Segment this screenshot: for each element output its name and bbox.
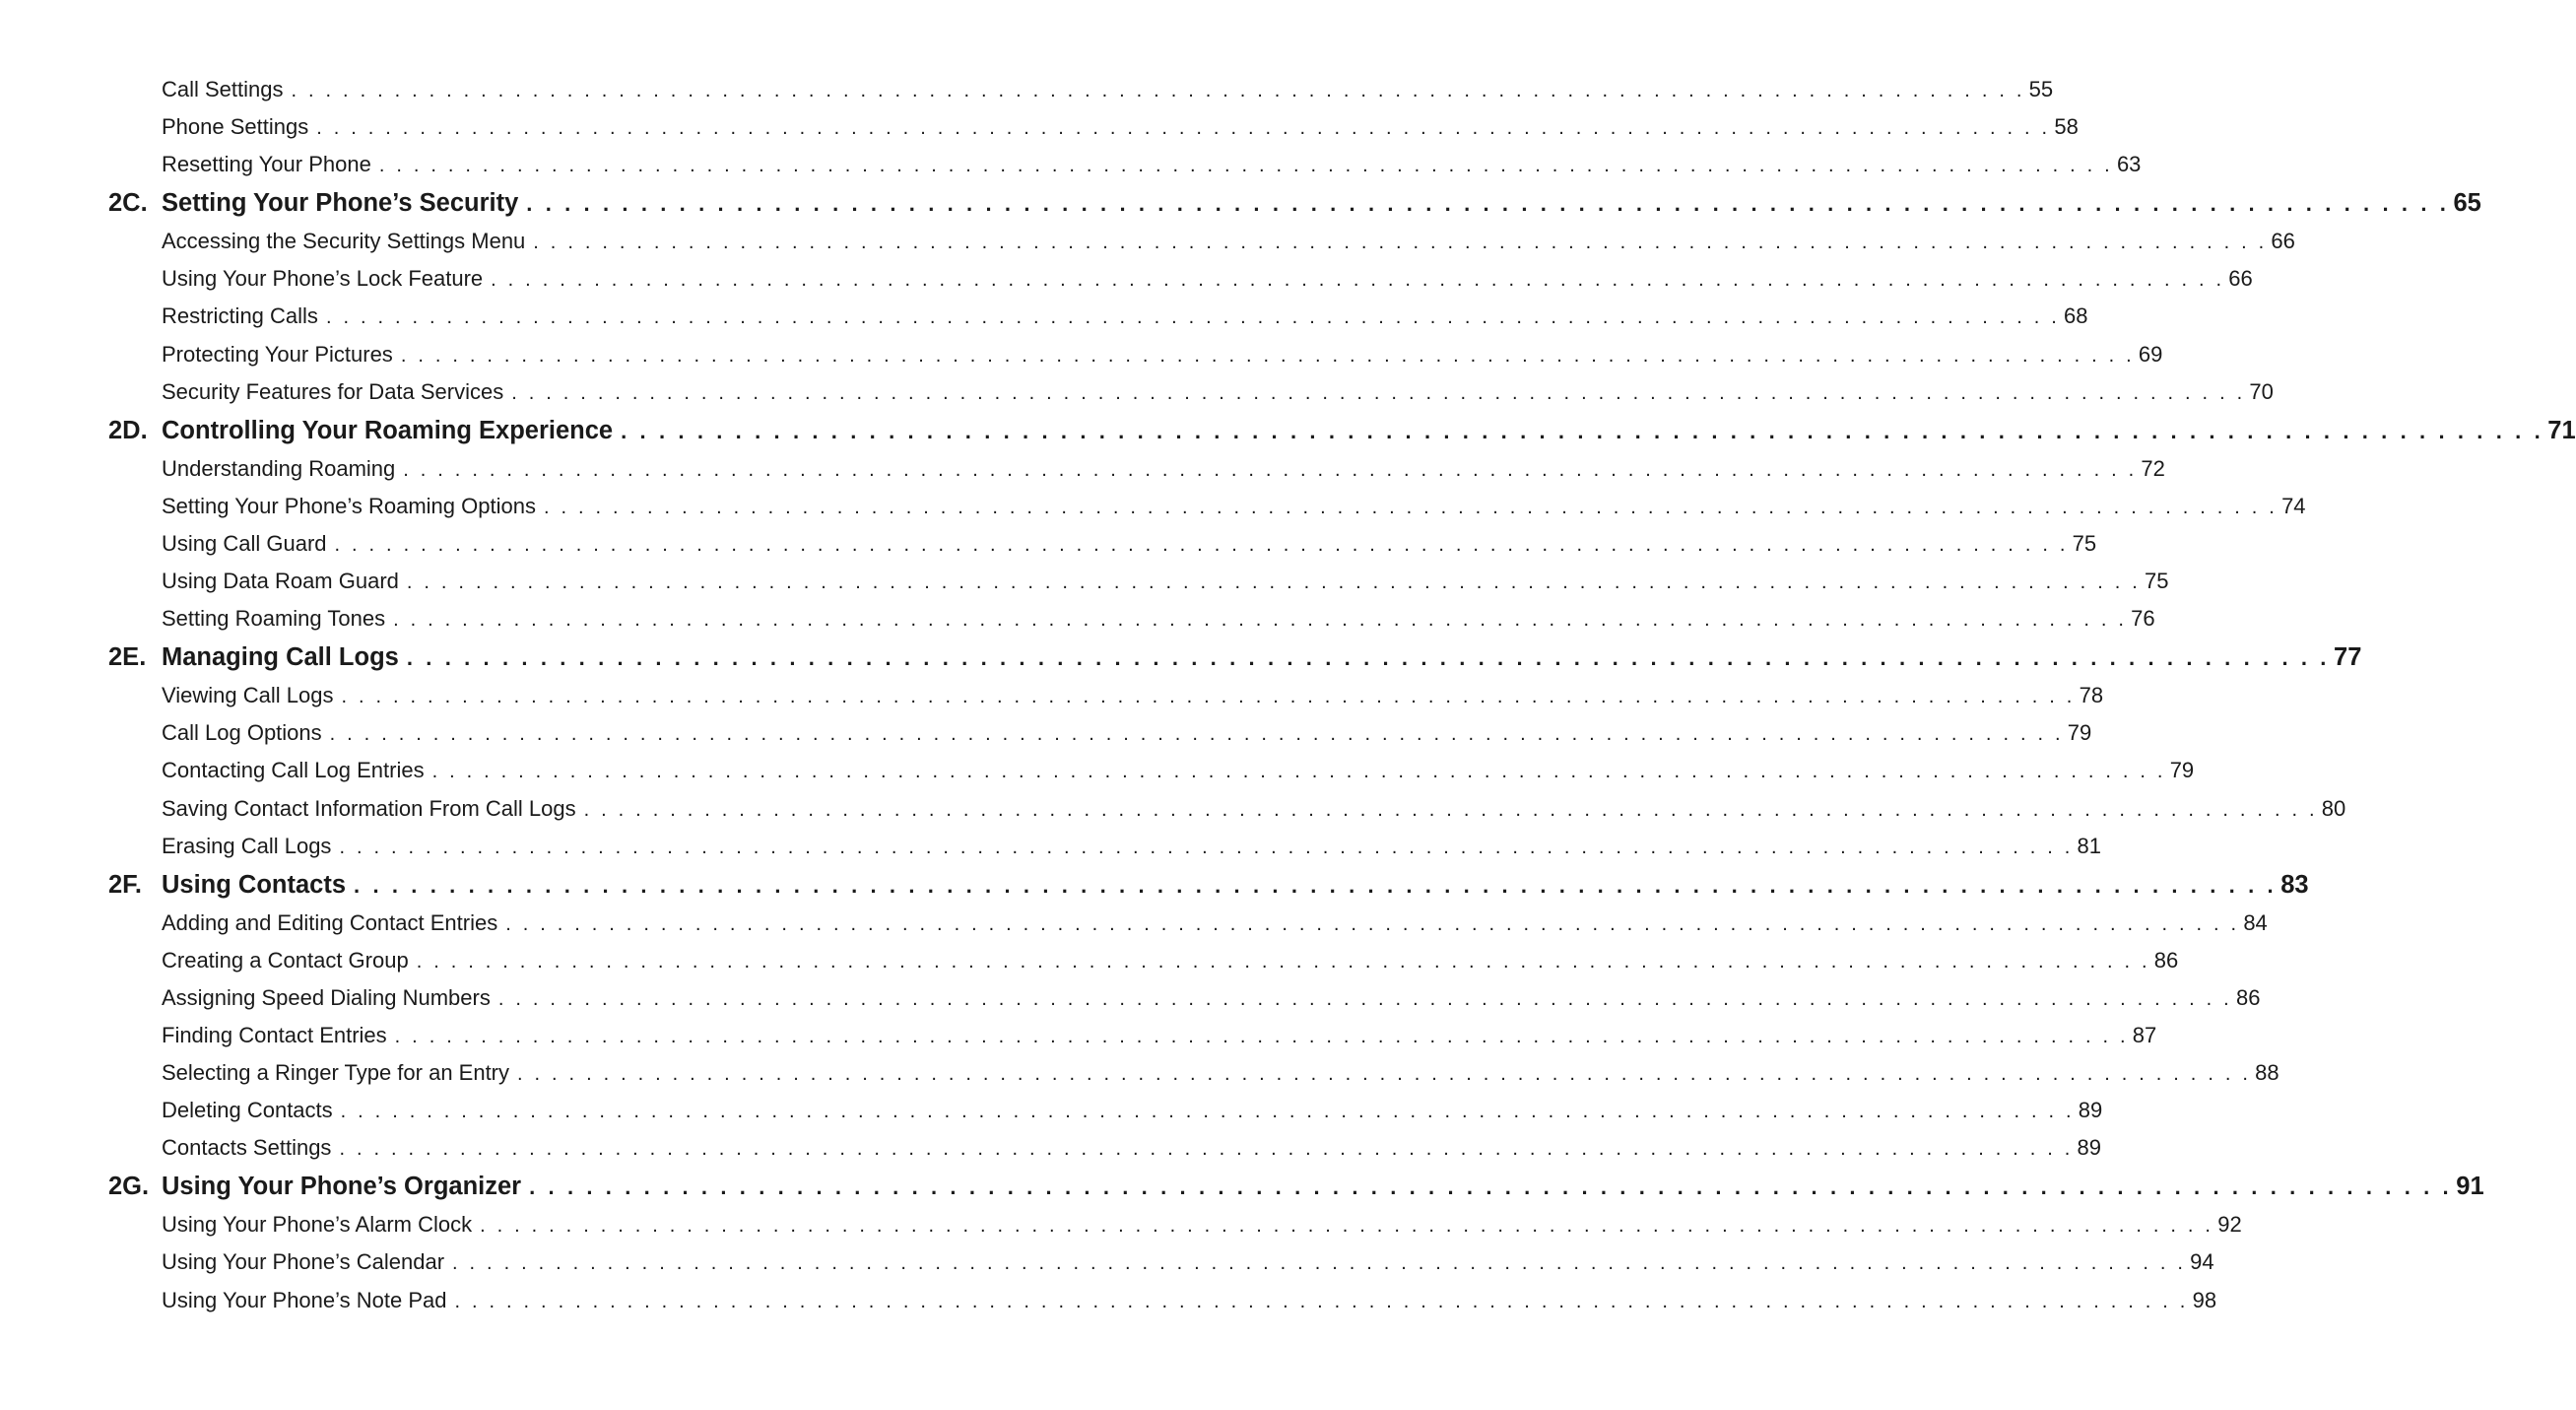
dot-leader: . . . . . . . . . . . . . . . . . . . . . . . . . . . . . . . . . . . . . . . . . . . . . . . . . . . . . . . . . . . . . . . . . . . . . . . . . . . . . . . . . . . . . . . . . . . . . . . . . . . . . xyxy=(529,1175,2453,1200)
entry-title: Resetting Your Phone xyxy=(162,152,371,177)
entry-title: Creating a Contact Group xyxy=(162,947,409,973)
toc-entry[interactable] xyxy=(162,947,2179,985)
page-number: 72 xyxy=(2141,455,2165,481)
page-number: 87 xyxy=(2132,1022,2157,1047)
toc-section-heading[interactable] xyxy=(108,189,2481,229)
dot-leader: . . . . . . . . . . . . . . . . . . . . . . . . . . . . . . . . . . . . . . . . . . . . . . . . . . . . . . . . . . . . . . . . . . . . . . . . . . . . . . . . . . . . . . . . . . . . . . . . . . . . . xyxy=(291,80,2025,101)
dot-leader: . . . . . . . . . . . . . . . . . . . . . . . . . . . . . . . . . . . . . . . . . . . . . . . . . . . . . . . . . . . . . . . . . . . . . . . . . . . . . . . . . . . . . . . . . . . . . . . . . . . . . xyxy=(621,418,2544,443)
toc-entry[interactable] xyxy=(162,569,2169,606)
dot-leader: . . . . . . . . . . . . . . . . . . . . . . . . . . . . . . . . . . . . . . . . . . . . . . . . . . . . . . . . . . . . . . . . . . . . . . . . . . . . . . . . . . . . . . . . . . . . . . . . . . . . . xyxy=(316,117,2051,140)
dot-leader: . . . . . . . . . . . . . . . . . . . . . . . . . . . . . . . . . . . . . . . . . . . . . . . . . . . . . . . . . . . . . . . . . . . . . . . . . . . . . . . . . . . . . . . . . . . . . . . . . . . . . xyxy=(378,155,2113,177)
page-number: 80 xyxy=(2321,795,2346,821)
entry-title: Using Your Phone’s Alarm Clock xyxy=(162,1212,473,1238)
page-number: 83 xyxy=(2280,870,2309,899)
page-number: 88 xyxy=(2255,1060,2279,1086)
page-number: 76 xyxy=(2131,606,2155,632)
page-number: 92 xyxy=(2217,1212,2242,1238)
toc-entry[interactable] xyxy=(162,1287,2217,1325)
entry-title: Assigning Speed Dialing Numbers xyxy=(162,984,491,1010)
dot-leader: . . . . . . . . . . . . . . . . . . . . . . . . . . . . . . . . . . . . . . . . . . . . . . . . . . . . . . . . . . . . . . . . . . . . . . . . . . . . . . . . . . . . . . . . . . . . . . . . . . . . . xyxy=(505,912,2240,935)
entry-title: Contacts Settings xyxy=(162,1135,332,1161)
toc-entry[interactable] xyxy=(162,758,2195,795)
entry-title: Selecting a Ringer Type for an Entry xyxy=(162,1060,510,1086)
page-number: 58 xyxy=(2054,114,2079,140)
dot-leader: . . . . . . . . . . . . . . . . . . . . . . . . . . . . . . . . . . . . . . . . . . . . . . . . . . . . . . . . . . . . . . . . . . . . . . . . . . . . . . . . . . . . . . . . . . . . . . . . . . . . . xyxy=(406,645,2331,671)
page-number: 69 xyxy=(2138,341,2163,367)
dot-leader: . . . . . . . . . . . . . . . . . . . . . . . . . . . . . . . . . . . . . . . . . . . . . . . . . . . . . . . . . . . . . . . . . . . . . . . . . . . . . . . . . . . . . . . . . . . . . . . . . . . . . xyxy=(340,1101,2075,1123)
dot-leader: . . . . . . . . . . . . . . . . . . . . . . . . . . . . . . . . . . . . . . . . . . . . . . . . . . . . . . . . . . . . . . . . . . . . . . . . . . . . . . . . . . . . . . . . . . . . . . . . . . . . . xyxy=(339,836,2074,858)
toc-entry[interactable] xyxy=(162,1212,2242,1249)
section-number: 2C. xyxy=(108,189,148,218)
section-title: Controlling Your Roaming Experience xyxy=(162,416,614,444)
page-number: 66 xyxy=(2228,266,2253,292)
dot-leader: . . . . . . . . . . . . . . . . . . . . . . . . . . . . . . . . . . . . . . . . . . . . . . . . . . . . . . . . . . . . . . . . . . . . . . . . . . . . . . . . . . . . . . . . . . . . . . . . . . . . . xyxy=(403,458,2138,481)
toc-entry[interactable] xyxy=(162,683,2104,720)
dot-leader: . . . . . . . . . . . . . . . . . . . . . . . . . . . . . . . . . . . . . . . . . . . . . . . . . . . . . . . . . . . . . . . . . . . . . . . . . . . . . . . . . . . . . . . . . . . . . . . . . . . . . xyxy=(406,571,2141,594)
section-number: 2D. xyxy=(108,416,148,444)
dot-leader: . . . . . . . . . . . . . . . . . . . . . . . . . . . . . . . . . . . . . . . . . . . . . . . . . . . . . . . . . . . . . . . . . . . . . . . . . . . . . . . . . . . . . . . . . . . . . . . . . . . . . xyxy=(431,761,2166,783)
dot-leader: . . . . . . . . . . . . . . . . . . . . . . . . . . . . . . . . . . . . . . . . . . . . . . . . . . . . . . . . . . . . . . . . . . . . . . . . . . . . . . . . . . . . . . . . . . . . . . . . . . . . . xyxy=(517,1063,2252,1086)
entry-title: Accessing the Security Settings Menu xyxy=(162,229,526,254)
entry-title: Contacting Call Log Entries xyxy=(162,758,425,783)
toc-entry[interactable] xyxy=(162,341,2163,379)
entry-title: Restricting Calls xyxy=(162,303,318,329)
toc-entry[interactable] xyxy=(162,455,2165,494)
dot-leader: . . . . . . . . . . . . . . . . . . . . . . . . . . . . . . . . . . . . . . . . . . . . . . . . . . . . . . . . . . . . . . . . . . . . . . . . . . . . . . . . . . . . . . . . . . . . . . . . . . . . . xyxy=(416,950,2150,973)
dot-leader: . . . . . . . . . . . . . . . . . . . . . . . . . . . . . . . . . . . . . . . . . . . . . . . . . . . . . . . . . . . . . . . . . . . . . . . . . . . . . . . . . . . . . . . . . . . . . . . . . . . . . xyxy=(543,496,2279,518)
toc-entry[interactable] xyxy=(162,1249,2214,1287)
section-title: Using Your Phone’s Organizer xyxy=(162,1173,522,1201)
toc-entry[interactable] xyxy=(162,530,2097,569)
page-number: 89 xyxy=(2078,1098,2103,1123)
toc-section-heading[interactable] xyxy=(108,870,2309,910)
toc-entry[interactable] xyxy=(162,795,2346,834)
toc-entry[interactable] xyxy=(162,152,2142,189)
toc-entry[interactable] xyxy=(162,303,2088,341)
toc-entry[interactable] xyxy=(162,114,2079,152)
toc-entry[interactable] xyxy=(162,77,2054,114)
dot-leader: . . . . . . . . . . . . . . . . . . . . . . . . . . . . . . . . . . . . . . . . . . . . . . . . . . . . . . . . . . . . . . . . . . . . . . . . . . . . . . . . . . . . . . . . . . . . . . . . . . . . . xyxy=(511,381,2246,404)
toc-entry[interactable] xyxy=(162,984,2261,1023)
entry-title: Deleting Contacts xyxy=(162,1098,333,1123)
section-title: Using Contacts xyxy=(162,870,347,899)
entry-title: Viewing Call Logs xyxy=(162,683,334,708)
dot-leader: . . . . . . . . . . . . . . . . . . . . . . . . . . . . . . . . . . . . . . . . . . . . . . . . . . . . . . . . . . . . . . . . . . . . . . . . . . . . . . . . . . . . . . . . . . . . . . . . . . . . . xyxy=(329,723,2064,746)
page-number: 65 xyxy=(2453,189,2481,218)
dot-leader: . . . . . . . . . . . . . . . . . . . . . . . . . . . . . . . . . . . . . . . . . . . . . . . . . . . . . . . . . . . . . . . . . . . . . . . . . . . . . . . . . . . . . . . . . . . . . . . . . . . . . xyxy=(526,191,2450,217)
page-number: 68 xyxy=(2064,303,2088,329)
toc-entry[interactable] xyxy=(162,1060,2279,1098)
entry-title: Setting Your Phone’s Roaming Options xyxy=(162,493,536,518)
entry-title: Protecting Your Pictures xyxy=(162,341,393,367)
page-number: 77 xyxy=(2334,643,2362,672)
entry-title: Understanding Roaming xyxy=(162,455,396,481)
entry-title: Using Your Phone’s Lock Feature xyxy=(162,266,484,292)
dot-leader: . . . . . . . . . . . . . . . . . . . . . . . . . . . . . . . . . . . . . . . . . . . . . . . . . . . . . . . . . . . . . . . . . . . . . . . . . . . . . . . . . . . . . . . . . . . . . . . . . . . . . xyxy=(480,1215,2214,1238)
page-number: 71 xyxy=(2547,416,2576,444)
entry-title: Erasing Call Logs xyxy=(162,833,332,858)
page-number: 79 xyxy=(2067,720,2092,746)
entry-title: Phone Settings xyxy=(162,114,309,140)
toc-entry[interactable] xyxy=(162,720,2092,758)
page-number: 89 xyxy=(2077,1135,2102,1161)
page-number: 84 xyxy=(2243,909,2268,935)
toc-entry[interactable] xyxy=(162,378,2274,417)
toc-entry[interactable] xyxy=(162,229,2295,266)
page-number: 78 xyxy=(2079,683,2104,708)
entry-title: Finding Contact Entries xyxy=(162,1022,387,1047)
page-number: 81 xyxy=(2077,833,2102,858)
page-number: 66 xyxy=(2271,229,2295,254)
section-number: 2E. xyxy=(108,643,147,672)
toc-entry[interactable] xyxy=(162,1135,2102,1173)
page-number: 79 xyxy=(2169,758,2195,783)
page-number: 98 xyxy=(2192,1287,2217,1312)
entry-title: Using Call Guard xyxy=(162,530,327,556)
dot-leader: . . . . . . . . . . . . . . . . . . . . . . . . . . . . . . . . . . . . . . . . . . . . . . . . . . . . . . . . . . . . . . . . . . . . . . . . . . . . . . . . . . . . . . . . . . . . . . . . . . . . . xyxy=(454,1290,2189,1312)
page-number: 94 xyxy=(2190,1249,2214,1275)
dot-leader: . . . . . . . . . . . . . . . . . . . . . . . . . . . . . . . . . . . . . . . . . . . . . . . . . . . . . . . . . . . . . . . . . . . . . . . . . . . . . . . . . . . . . . . . . . . . . . . . . . . . . xyxy=(533,232,2268,254)
toc-section-heading[interactable] xyxy=(108,416,2576,456)
toc-entry[interactable] xyxy=(162,266,2253,303)
dot-leader: . . . . . . . . . . . . . . . . . . . . . . . . . . . . . . . . . . . . . . . . . . . . . . . . . . . . . . . . . . . . . . . . . . . . . . . . . . . . . . . . . . . . . . . . . . . . . . . . . . . . . xyxy=(354,872,2278,898)
dot-leader: . . . . . . . . . . . . . . . . . . . . . . . . . . . . . . . . . . . . . . . . . . . . . . . . . . . . . . . . . . . . . . . . . . . . . . . . . . . . . . . . . . . . . . . . . . . . . . . . . . . . . xyxy=(400,344,2135,367)
entry-title: Adding and Editing Contact Entries xyxy=(162,909,498,935)
dot-leader: . . . . . . . . . . . . . . . . . . . . . . . . . . . . . . . . . . . . . . . . . . . . . . . . . . . . . . . . . . . . . . . . . . . . . . . . . . . . . . . . . . . . . . . . . . . . . . . . . . . . . xyxy=(491,269,2225,292)
dot-leader: . . . . . . . . . . . . . . . . . . . . . . . . . . . . . . . . . . . . . . . . . . . . . . . . . . . . . . . . . . . . . . . . . . . . . . . . . . . . . . . . . . . . . . . . . . . . . . . . . . . . . xyxy=(393,609,2128,632)
dot-leader: . . . . . . . . . . . . . . . . . . . . . . . . . . . . . . . . . . . . . . . . . . . . . . . . . . . . . . . . . . . . . . . . . . . . . . . . . . . . . . . . . . . . . . . . . . . . . . . . . . . . . xyxy=(497,987,2232,1010)
entry-title: Using Your Phone’s Note Pad xyxy=(162,1287,447,1312)
section-number: 2G. xyxy=(108,1173,150,1201)
toc-section-heading[interactable] xyxy=(108,1173,2484,1212)
page-number: 55 xyxy=(2028,77,2054,101)
dot-leader: . . . . . . . . . . . . . . . . . . . . . . . . . . . . . . . . . . . . . . . . . . . . . . . . . . . . . . . . . . . . . . . . . . . . . . . . . . . . . . . . . . . . . . . . . . . . . . . . . . . . . xyxy=(334,533,2069,556)
page-number: 86 xyxy=(2235,984,2261,1010)
page-number: 63 xyxy=(2116,152,2142,177)
toc-section-heading[interactable] xyxy=(108,643,2362,683)
section-title: Setting Your Phone’s Security xyxy=(162,189,519,218)
toc-entry[interactable] xyxy=(162,909,2268,948)
section-number: 2F. xyxy=(108,870,143,899)
page-number: 86 xyxy=(2153,947,2179,973)
entry-title: Security Features for Data Services xyxy=(162,378,504,404)
entry-title: Call Log Options xyxy=(162,720,322,746)
section-title: Managing Call Logs xyxy=(162,643,399,672)
dot-leader: . . . . . . . . . . . . . . . . . . . . . . . . . . . . . . . . . . . . . . . . . . . . . . . . . . . . . . . . . . . . . . . . . . . . . . . . . . . . . . . . . . . . . . . . . . . . . . . . . . . . . xyxy=(452,1252,2187,1275)
toc-entry[interactable] xyxy=(162,493,2306,531)
page-number: 70 xyxy=(2249,378,2274,404)
dot-leader: . . . . . . . . . . . . . . . . . . . . . . . . . . . . . . . . . . . . . . . . . . . . . . . . . . . . . . . . . . . . . . . . . . . . . . . . . . . . . . . . . . . . . . . . . . . . . . . . . . . . . xyxy=(325,306,2061,329)
dot-leader: . . . . . . . . . . . . . . . . . . . . . . . . . . . . . . . . . . . . . . . . . . . . . . . . . . . . . . . . . . . . . . . . . . . . . . . . . . . . . . . . . . . . . . . . . . . . . . . . . . . . . xyxy=(339,1138,2074,1161)
dot-leader: . . . . . . . . . . . . . . . . . . . . . . . . . . . . . . . . . . . . . . . . . . . . . . . . . . . . . . . . . . . . . . . . . . . . . . . . . . . . . . . . . . . . . . . . . . . . . . . . . . . . . xyxy=(341,686,2076,708)
page-number: 74 xyxy=(2281,493,2306,518)
entry-title: Call Settings xyxy=(162,77,284,101)
entry-title: Saving Contact Information From Call Logs xyxy=(162,795,576,821)
toc-entry[interactable] xyxy=(162,833,2102,871)
page-number: 75 xyxy=(2144,569,2169,594)
dot-leader: . . . . . . . . . . . . . . . . . . . . . . . . . . . . . . . . . . . . . . . . . . . . . . . . . . . . . . . . . . . . . . . . . . . . . . . . . . . . . . . . . . . . . . . . . . . . . . . . . . . . . xyxy=(394,1025,2129,1047)
toc-entry[interactable] xyxy=(162,1022,2157,1060)
entry-title: Setting Roaming Tones xyxy=(162,606,386,632)
page-number: 91 xyxy=(2456,1173,2484,1201)
table-of-contents xyxy=(0,77,2576,1325)
dot-leader: . . . . . . . . . . . . . . . . . . . . . . . . . . . . . . . . . . . . . . . . . . . . . . . . . . . . . . . . . . . . . . . . . . . . . . . . . . . . . . . . . . . . . . . . . . . . . . . . . . . . . xyxy=(583,798,2318,821)
toc-entry[interactable] xyxy=(162,1098,2103,1135)
toc-entry[interactable] xyxy=(162,606,2155,643)
entry-title: Using Data Roam Guard xyxy=(162,569,399,594)
page-number: 75 xyxy=(2072,530,2097,556)
entry-title: Using Your Phone’s Calendar xyxy=(162,1249,445,1275)
